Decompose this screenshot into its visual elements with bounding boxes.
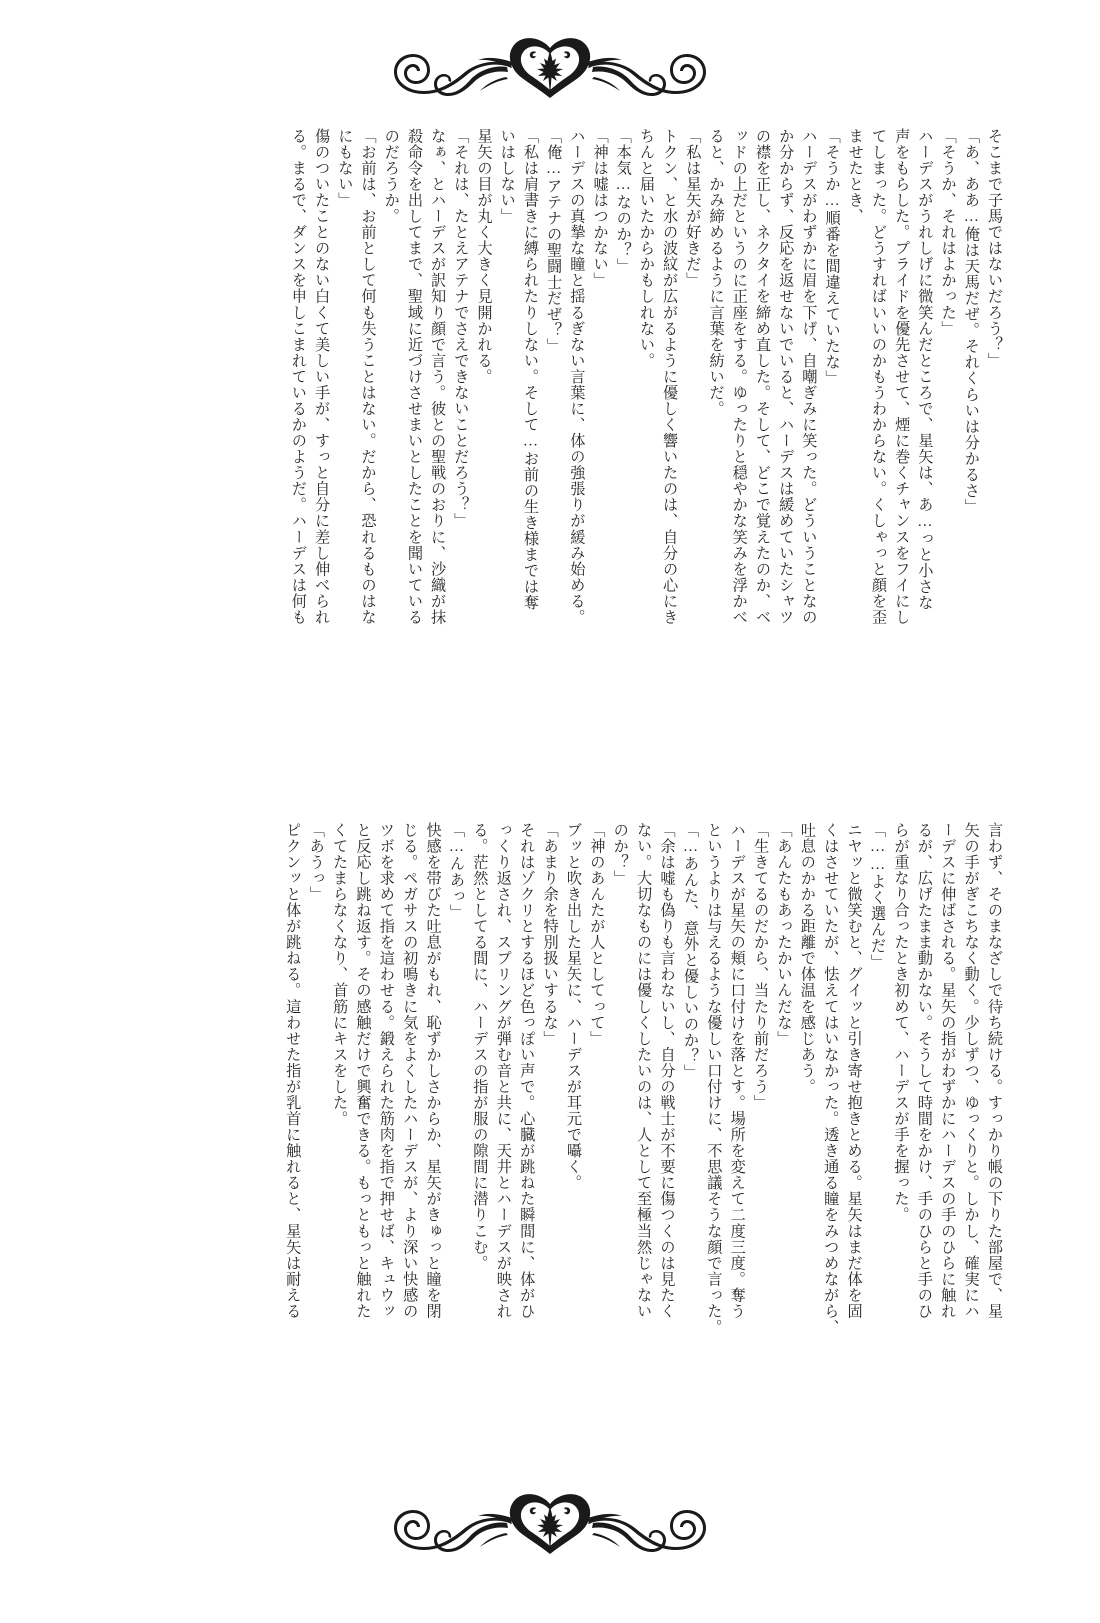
text-line: と反応し跳ね返す。その感触だけで興奮できる。もっともっと触れた [354, 822, 372, 1320]
text-line: 快感を帯びた吐息がもれ、恥ずかしさからか、星矢がきゅっと瞳を閉 [424, 822, 442, 1320]
text-line: 「あ、ああ…俺は天馬だぜ。それくらいは分かるさ」 [962, 128, 980, 515]
text-line: 「…んあっ」 [448, 822, 466, 921]
text-line: じる。ペガサスの初鳴きに気をよくしたハーデスが、より深い快感の [401, 822, 419, 1320]
text-line: 「俺…アテナの聖闘士だぜ？」 [545, 128, 563, 355]
text-line: 「神は嘘はつかない」 [591, 128, 609, 289]
text-block-upper [283, 128, 1002, 768]
text-line: 「あんたもあったかいんだな」 [775, 822, 793, 1047]
text-line: ハーデスがわずかに眉を下げ、自嘲ぎみに笑った。どういうことなの [800, 128, 818, 626]
text-line: そこまで子馬ではないだろう？」 [986, 128, 1003, 369]
text-block-lower [277, 822, 1002, 1462]
text-line: る。茫然としてる間に、ハーデスの指が服の隙間に潜りこむ。 [471, 822, 489, 1272]
text-line: のだろうか。 [382, 128, 400, 225]
text-line: のか？」 [611, 822, 629, 887]
text-line: ハーデスが星矢の頬に口付けを落とす。場所を変えて二度三度。奪う [728, 822, 746, 1320]
text-line: か分からず、反応を返せないでいると、ハーデスは緩めていたシャツ [777, 128, 795, 626]
text-line: 「それは、たとえアテナでさえできないことだろう？」 [452, 128, 470, 529]
text-line: 声をもらした。プライドを優先させて、煙に巻くチャンスをフイにし [893, 128, 911, 626]
text-line: ニヤッと微笑むと、グイッと引き寄せ抱きとめる。星矢はまだ体を固 [845, 822, 863, 1320]
text-line: なぁ、とハーデスが訳知り顔で言う。彼との聖戦のおりに、沙織が抹 [429, 128, 447, 626]
text-line: 星矢の目が丸く大きく見開かれる。 [475, 128, 493, 385]
text-line: 言わず、そのまなざしで待ち続ける。すっかり帳の下りた部屋で、星 [986, 822, 1003, 1320]
text-line: ブッと吹き出した星矢に、ハーデスが耳元で囁く。 [564, 822, 582, 1191]
text-line: 「本気…なのか？」 [614, 128, 632, 275]
text-line: 「私は星矢が好きだ」 [684, 128, 702, 289]
text-line: てしまった。どうすればいいのかもうわからない。くしゃっと顔を歪 [869, 128, 887, 626]
text-line: にもない」 [336, 128, 354, 209]
text-line: 「お前は、お前として何も失うことはない。だから、恐れるものはな [359, 128, 377, 626]
text-line: っくり返され、スプリングが弾む音と共に、天井とハーデスが映され [494, 822, 512, 1320]
text-line: 「そうか…順番を間違えていたな」 [823, 128, 841, 387]
text-line: 「……よく選んだ」 [869, 822, 887, 970]
text-line: ツボを求めて指を這わせる。鍛えられた筋肉を指で押せば、キュウッ [377, 822, 395, 1320]
text-line: ーデスに伸ばされる。星矢の指がわずかにハーデスの手のひらに触れ [939, 822, 957, 1320]
text-line: ッドの上だというのに正座をする。ゆったりと穏やかな笑みを浮かべ [730, 128, 748, 626]
text-line: 「あうっ」 [307, 822, 325, 903]
text-line: ない。大切なものには優しくしたいのは、人として至極当然じゃない [635, 822, 653, 1320]
text-line: の襟を正し、ネクタイを締め直した。そして、どこで覚えたのか、ベ [753, 128, 771, 626]
text-line: トクン、と水の波紋が広がるように優しく響いたのは、自分の心にき [661, 128, 679, 626]
text-line: くはさせていたが、怯えてはいなかった。透き通る瞳をみつめながら、 [822, 822, 840, 1336]
text-line: ると、かみ締めるように言葉を紡いだ。 [707, 128, 725, 417]
text-line: らが重なり合ったとき初めて、ハーデスが手を握った。 [892, 822, 910, 1223]
text-line: というよりは与えるような優しい口付けに、不思議そうな顔で言った。 [705, 822, 723, 1336]
text-line: ませたとき、 [846, 128, 864, 225]
text-line: 「神のあんたが人としてって」 [588, 822, 606, 1047]
text-line: ハーデスの真摯な瞳と揺るぎない言葉に、体の強張りが緩み始める。 [568, 128, 586, 626]
text-line: 「…あんた、意外と優しいのか？」 [681, 822, 699, 1081]
text-line: 吐息のかかる距離で体温を感じあう。 [798, 822, 816, 1095]
text-line: 「そうか、それはよかった」 [939, 128, 957, 337]
text-line: る。まるで、ダンスを申しこまれているかのようだ。ハーデスは何も [289, 128, 307, 626]
text-line: るが、広げたまま動かない。そうして時間をかけ、手のひらと手のひ [915, 822, 933, 1320]
text-line: 殺命令を出してまで、聖域に近づけさせまいとしたことを聞いている [405, 128, 423, 626]
text-line: 「余は嘘も偽りも言わないし、自分の戦士が不要に傷つくのは見たく [658, 822, 676, 1320]
text-line: 「生きてるのだから、当たり前だろう」 [752, 822, 770, 1111]
text-line: いはしない」 [498, 128, 516, 225]
text-line: 「あまり余を特別扱いするな」 [541, 822, 559, 1047]
text-line: 「私は肩書きに縛られたりしない。そして…お前の生き様までは奪 [521, 128, 539, 611]
text-line: ピクンッと体が跳ねる。這わせた指が乳首に触れると、星矢は耐える [284, 822, 302, 1320]
flourish-ornament-top [0, 34, 1100, 124]
text-line: ちんと届いたからかもしれない。 [637, 128, 655, 369]
text-line: 矢の手がぎこちなく動く。少しずつ、ゆっくりと。しかし、確実にハ [962, 822, 980, 1320]
text-line: それはゾクリとするほど色っぽい声で。心臓が跳ねた瞬間に、体がひ [518, 822, 536, 1320]
text-line: 傷のついたことのない白くて美しい手が、すっと自分に差し伸べられ [313, 128, 331, 626]
text-line: ハーデスがうれしげに微笑んだところで、星矢は、あ…っと小さな [916, 128, 934, 611]
flourish-ornament-bottom [0, 1490, 1100, 1580]
text-line: くてたまらなくなり、首筋にキスをした。 [331, 822, 349, 1127]
